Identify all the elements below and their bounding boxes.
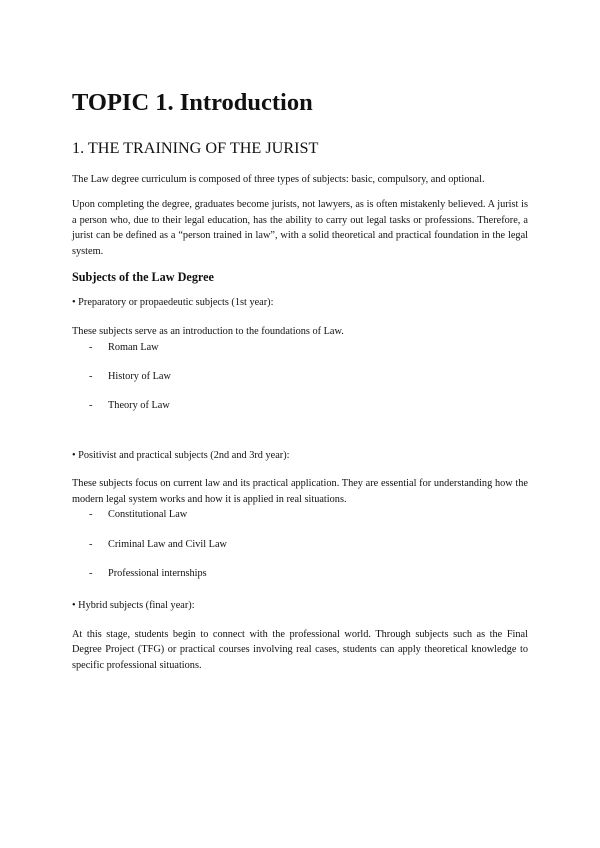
dash-bullet: - (89, 509, 93, 521)
list-item-text: Constitutional Law (108, 509, 188, 521)
group-label-preparatory: • Preparatory or propaedeutic subjects (1st year): (72, 296, 274, 308)
dash-bullet: - (89, 567, 93, 579)
group-description-hybrid: At this stage, students begin to connect with the professional world. Through subjects such as the Final Degree Project (TFG) or practical courses involving real cases, students can apply theoretical knowledge to specific professional situations. (72, 628, 528, 672)
dash-bullet: - (89, 538, 93, 550)
page-content (72, 86, 528, 674)
list-item (72, 369, 528, 385)
list-item (72, 340, 528, 356)
list-item-text: Roman Law (108, 341, 159, 353)
list-item-text: Theory of Law (108, 400, 170, 412)
list-item-text: Professional internships (108, 567, 207, 579)
group-label-hybrid: • Hybrid subjects (final year): (72, 599, 195, 611)
dash-bullet: - (89, 400, 93, 412)
group-description-positivist: These subjects focus on current law and its practical application. They are essential for understanding how the modern legal system works and how it is applied in real situations. (72, 477, 528, 505)
list-item-text: Criminal Law and Civil Law (108, 538, 227, 550)
list-item-text: History of Law (108, 370, 171, 382)
list-item (72, 507, 528, 523)
intro-paragraph: The Law degree curriculum is composed of three types of subjects: basic, compulsory, and optional. (72, 174, 485, 185)
page-title: TOPIC 1. Introduction (72, 89, 313, 116)
group-label-positivist: • Positivist and practical subjects (2nd and 3rd year): (72, 449, 290, 461)
section-heading: 1. THE TRAINING OF THE JURIST (72, 139, 319, 157)
list-item (72, 398, 528, 414)
group-description-preparatory: These subjects serve as an introduction to the foundations of Law. (72, 325, 344, 337)
list-item (72, 566, 528, 582)
dash-bullet: - (89, 341, 93, 353)
subjects-subheading: Subjects of the Law Degree (72, 269, 214, 284)
list-item (72, 537, 528, 553)
jurist-paragraph: Upon completing the degree, graduates become jurists, not lawyers, as is often mistakenly believed. A jurist is a person who, due to their legal education, has the ability to carry out legal tasks or professions. Therefore, a jurist can be defined as a “person trained in law”, with a solid theoretical and practical foundation in the legal system. (72, 198, 528, 258)
subject-list-preparatory (72, 340, 528, 414)
subject-list-positivist (72, 507, 528, 581)
dash-bullet: - (89, 370, 93, 382)
